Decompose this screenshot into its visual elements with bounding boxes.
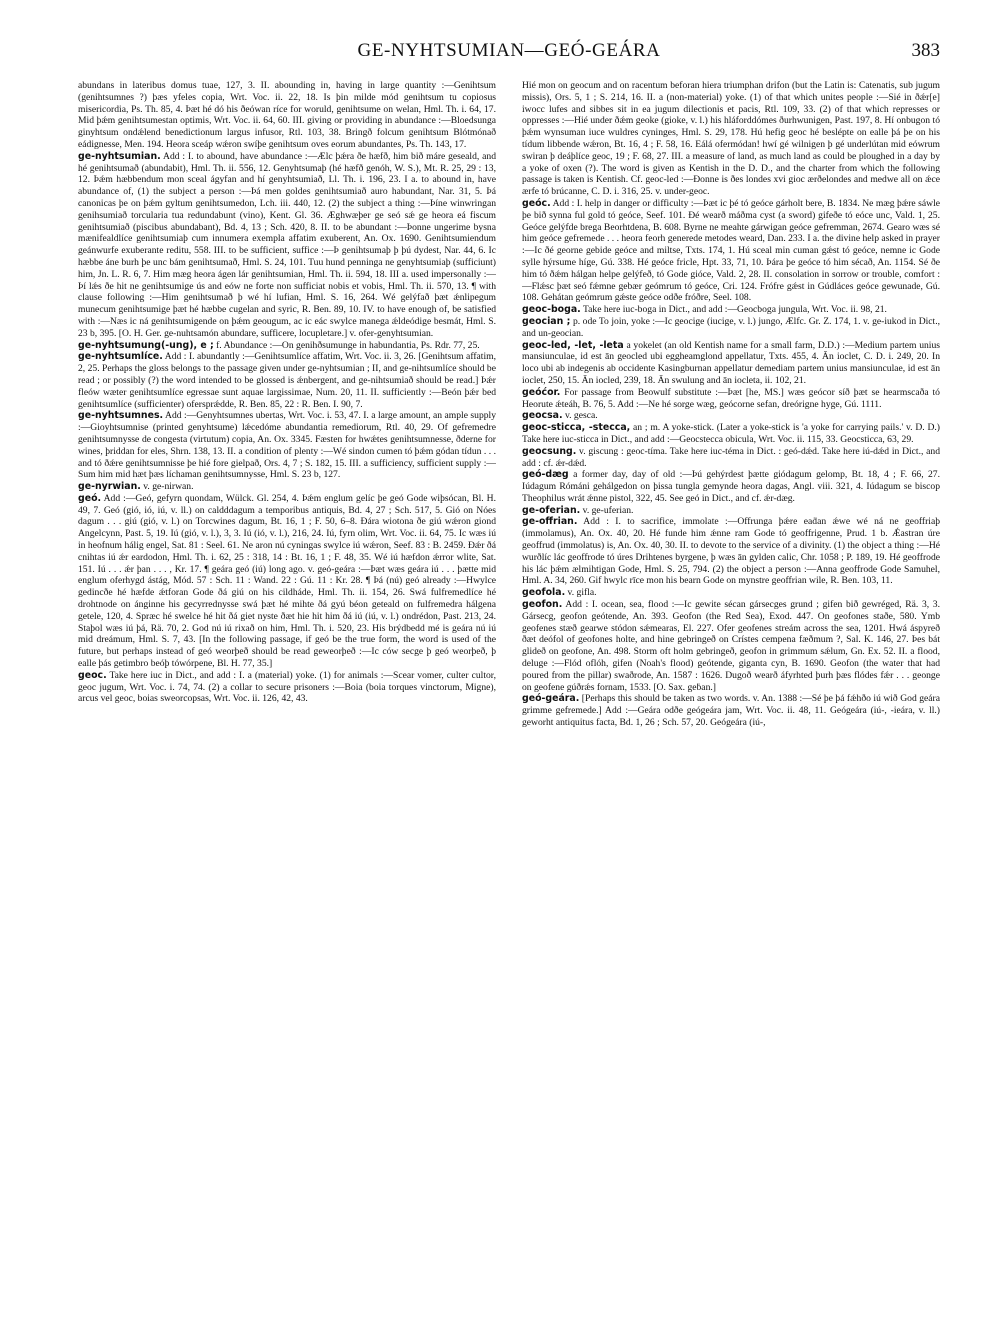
entry-headword: geó. [78,492,102,504]
entry-headword: geofon. [522,599,563,611]
entry-headword: geoc. [78,669,107,681]
dictionary-entry [78,493,496,670]
dictionary-entry [78,151,496,340]
dictionary-entry [522,599,940,693]
entry-text: Add : I. ocean, sea, flood :—Ic gewite sécan gársecges grund ; gifen bið gewréged, Rä. 3, 3. Gársecg, geofon geótende, An. 393. Geofon (the Red Sea), Exod. 447. On geofones staðe, 580. Ymb geofenes stæð gearwe stódon sǽmearas, El. 227. Ofer geofenes streám across the sea, 1201. Hwá áspyreð ðæt deófol of geofones holte, and hine gebringeð on Crístes cempena fæðmum ?, Sal. K. 146, 27. Þes bát glideð on geofone, An. 498. Storm oft holm gebringeð, geofon in grimmum sǽlum, Gn. Ex. 52. II. a flood, deluge :—Flód oflóh, gifen (Noah's flood) geótende, giganta cyn, B. 1690. Geofon (the water that had poured from the pillar) swaðrode, An. 1587 : 1626. Dugoð wearð áfyrhted þurh þæs flódes fǽr . . . geonge on geofene gúðrǽs fornam, 1533. [O. Sax. geḃan.] [522,599,940,693]
entry-text: Take here iuc in Dict., and add : I. a (material) yoke. (1) for animals :—Scear vomer, culter cultor, geoc jugum, Wrt. Voc. i. 74, 74. (2) a collar to secure prisoners :—Boia (boia torques vinctorum, Migne), arcus vel geoc, boias sweorcopsas, Wrt. Voc. ii. 126, 42, 43. [78,669,496,705]
entry-text: p. ode To join, yoke :—Ic geocige (iucige, v. l.) jungo, Ælfc. Gr. Z. 174, 1. v. ge-iukod in Dict., and un-geocian. [522,315,940,339]
entry-headword: geóćor. [522,386,561,398]
entry-text: v. ge-uferian. [582,504,634,516]
entry-headword: ge-nyrwian. [78,481,141,493]
dictionary-entry [522,198,940,304]
entry-text: v. giscung : geoc-tíma. Take here iuc-téma in Dict. : geó-dǽd. Take here iú-dǽd in Dict., and add : cf. ǽr-dǽd. [522,445,940,469]
entry-headword: geó-geára. [522,693,580,705]
entry-headword: geoc-boga. [522,304,581,316]
dictionary-entry [522,446,940,470]
entry-text: [Perhaps this should be taken as two words. v. An. 1388 :—Sé þe þá fǽhðo iú wið God geára grimme gefremede.] Add :—Geára odðe geógeára jam, Wrt. Voc. ii. 48, 11. Geógeára (iú-, -ieára, v. ll.) geworht antiquitus facta, Bd. 1, 26 ; Sch. 57, 20. Geógeára (iú-, [522,693,940,729]
dictionary-entry [522,387,940,411]
entry-text: abundans in lateribus domus tuae, 127, 3. II. abounding in, having in large quantity :—Genihtsum (genihtsumnes ?) þæs yfeles copia, Wrt. Voc. ii. 22, 18. Is þin milde mód genihtsum tu copiosus misericordia, Ps. Th. 85, 4. Þæt hé dó his ðeówan ríce for woruld, genihtsume on welan, Hml. Th. i. 64, 17. Mid þǽm genihtsumestan optimis, Wrt. Voc. ii. 64, 60. III. giving or providing in abundance :—Bloedsunga ginyhtsum ondǽlend benedictionum largus infusor, Rtl. 103, 38. Bringð folcum genihtsum Blótmónað eádignesse, Men. 194. Heora sceáp wǽron swíþe genihtsum oves eorum abundantes, Ps. Th. 143, 17. [78,80,496,150]
dictionary-entry [78,410,496,481]
entry-headword: geó-dæg [522,469,569,481]
entry-text: Add :—Geó, gefyrn quondam, Wülck. Gl. 254, 4. Þǽm englum gelíc þe geó Gode wiþsócan, Bl. H. 49, 7. Geó (gió, ió, iú, v. ll.) on caldddagum a temporibus antiquis, Bd. 4, 27 ; Sch. 517, 5. Gió on Nóes dagum . . . giú (gió, v. l.) on Torcwines dagum, Bt. 16, 1 ; F. 50, 6–8. Ðára wiotona ðe giú wǽron giond Angelcynn, Past. 5, 19. Iú (gió, v. l.), 3, 3. Iú (ió, v. l.), 216, 24. Iú, fyrn olim, Wrt. Voc. ii. 64, 75. Ic wæs iú in heofnum hálig engel, Sat. 81 : Seel. 61. Ne aron nú cyningas swylce iú wǽron, Seef. 83 : B. 2459. Ðǽr ðá cnihtas iú ǽr eardodon, Hml. Th. i. 62, 25 : 318, 14 : Bt. 16, 1 ; F. 48, 35. Wé iú hæfdon ǽrror wlite, Sat. 151. Iú . . . ǽr þan . . . , Kr. 17. ¶ geára geó (iú) long ago. v. geó-geára :—Þæt wæs geára iú . . . þætte mid englum oferhygd ástág, Mód. 57 : Sch. 11 : Wand. 22 : Gú. 11 : Kr. 28. ¶ Þá (nú) geó already :—Hwylce gedincðe hé hæfde ǽtforan Gode ðá giú on his cildháde, Hml. Th. ii. 154, 26. Swá fulfremedlíce hé drohtnode on ánginne his gecyrrednysse swá þæt hé mihte ðá gyú béon geteald on fulfremedra hálgena getele, 120, 4. Spræc hé swelce hé hit ðá giet nyste ðæt hie hit him ðá iú (iú, v. l.) ondrédon, Past. 213, 24. Staþol wæs iú þá, Rä. 70, 2. God nú iú rixað on him, Hml. Th. i. 520, 23. His brýdbedd mé is geára nú iú mid dreámum, Hml. S. 7, 43. [In the following passage, if geó be the true form, the word is used of the future, but perhaps instead of geó weorþeð should be read geweorþeð :—Ic ców secge þ geó weorþeð, þ ealle þás getimbro beóþ tówórpene, Bl. H. 77, 35.] [78,492,496,670]
entry-headword: ge-nyhtsumlíce. [78,351,163,363]
dictionary-entry [78,481,496,493]
entry-headword: ge-nyhtsumian. [78,150,161,162]
running-head: GE-NYHTSUMIAN—GEÓ-GEÁRA [357,40,661,61]
entry-headword: geocian ; [522,315,571,327]
dictionary-entry [522,516,940,587]
page-number: 383 [911,40,940,61]
right-column [522,80,940,1302]
entry-headword: geoc-sticca, -stecca, [522,422,631,434]
entry-headword: geoc-led, -let, -leta [522,339,624,351]
entry-text: v. gifla. [567,587,597,599]
dictionary-entry [522,316,940,340]
dictionary-entry [78,670,496,705]
entry-headword: geocsa. [522,410,563,422]
dictionary-entry [78,351,496,410]
entry-text: Add : I. help in danger or difficulty :—Þæt ic þé tó geóce gárholt bere, B. 1834. Ne mæg þǽre sáwle þe bið synna ful gold tó geóce, Seef. 101. Ðé wearð máðma cyst (a sword) gifeðe tó eóce unc, Vald. 1, 25. Geóce gelýfde brega Beorhtdena, B. 608. Byrne ne meahte gárwigan geóce gefremman, 2674. Gearo wæs sé him geóce gefremede . . . heora feorh generede metodes weard, Dan. 233. I a. the divine help asked in prayer :—Ic ðé georne gebide geóce and miltse, Txts. 174, 1. Hú sceal min cuman gǽst tó geóce, nemne ic Gode sylle hýrsume híge, Gú. 338. Hé geóce fricle, Hpt. 33, 71, 10. Þára þe geóce tó him sécað, An. 1154. Sé ðe him tó ðǽm hálgan helpe gelýfeð, tó Gode gióce, Vald. 2, 28. II. consolation in sorrow or trouble, comfort :—Flǽsc þæt seó fǽmne gebær geómrum tó geóce, Cri. 124. Frófre gǽst in Gúdláces geóce gewunade, Gú. 108. Gehátan geómrum gǽste geóce odðe fróðre, Seel. 108. [522,197,940,304]
entry-text: a yokelet (an old Kentish name for a small farm, D.D.) :—Medium partem unius mansiunculae, id est ān geocled ubi eggheamglond appellatur, Txts. 455, 4. Ān ioclet, C. D. i. 249, 20. In loco ubi ab indegenis ab occidente Kasingburnan appellatur demediam partem unius mansiunculae, id est ān ioclet, 250, 15. Ān iocled, 239, 18. Ān swulung and ān iocleta, ii. 102, 21. [522,339,940,386]
entry-headword: ge-nyhtsumung(-ung), e ; [78,339,214,351]
dictionary-entry [522,80,940,198]
entry-headword: geocsung. [522,445,577,457]
entry-headword: ge-oferian. [522,504,581,516]
entry-text: Hié mon on geocum and on racentum beforan hiera triumphan drifon (but the Latin is: Catenatis, sub jugum missis), Ors. 5, 1 ; S. 214, 16. II. a (non-material) yoke. (1) of that which unites people :—Sié in ðǽr[e] iwocc lufes and sibbes sit in ea jugum dilectionis et pacis, Rtl. 109, 33. (2) of that which represses or oppresses :—Hié under ðǽm geoke (gioke, v. l.) his hláforddómes ðurhwunigen, Past. 197, 8. Hí onbugon tó þǽm wynsuman iuce wuldres cyninges, Hml. S. 29, 178. Hú hefig geoc hé beslépte on ealle þá þe on his tídum libbende wǽron, Bt. 16, 4 ; F. 58, 16. Eálá ofermódan! hwí gé wilnigen þ gé underlútan mid eówrum swiran þ deáþlíce geoc, 19 ; F. 68, 27. III. a measure of land, as much land as could be ploughed in a day by a yoke of oxen (?). The word is given as Kentish in the D. D., and the charter from which the following passage is taken is Kentish. Cf. geoc-led :—Ðonne is ðes londes xvi gioc ærðelondes and medwe all on ǽce ærfe tó brúcanne, C. D. i. 316, 25. v. under-geoc. [522,80,940,198]
dictionary-entry [78,340,496,352]
dictionary-entry [522,422,940,446]
entry-text: Add :—Genyhtsumnes ubertas, Wrt. Voc. i. 53, 47. I. a large amount, an ample supply :—Gioyhtsumnise (printed genyhtsume) lǽcedóme abundantia remediorum, Rtl. 40, 29. Of gefremedre genihtsumnysse de congesta (virtutum) copia, An. Ox. 3345. Fæsten for hwǽtes genihtsumnesse, ðderne for wines, þriddan for eles, Shrn. 138, 13. II. a condition of plenty :—Wé sindon cumen tó þǽm gódan tídun . . . and tó ðǽre genihtsumnisse þe hié fore gielpað, Ors. 4, 7 ; S. 182, 15. III. a sufficiency, sufficient supply :—Sum him mid hæt þæs líchaman genihtsumnysse, Hml. S. 23 b, 127. [78,410,496,481]
entry-headword: geóc. [522,197,551,209]
entry-text: Add : I. to sacrifice, immolate :—Offrunga þǽre eaḋan ǽwe wé ná ne geoffriaþ (immolamus), An. Ox. 40, 20. Hé funde him ǽnne ram Gode tó geoffrigenne, Prud. 1 b. Ǽastran úre geoffrud (immolatus) is, An. Ox. 40, 30. II. to devote to the service of a divinity. (1) the object a thing :—Hé wurðlíc lác geoffrode tó úres Drihtenes byrgene, þ wæs ān gylden calic, Chr. 1058 ; P. 189, 19. Hé geoffrode his lác þǽm ælmihtigan Gode, Hml. S. 25, 794. (2) the object a person :—Anna geoffrode Gode Samuhel, Hml. A. 34, 260. Gif hwylc rīce mon his bearn Gode on mynstre geoffrian wile, R. Ben. 103, 11. [522,516,940,587]
dictionary-entry [522,587,940,599]
entry-text: an ; m. A yoke-stick. (Later a yoke-stick is 'a yoke for carrying pails.' v. D. D.) Take here iuc-sticca in Dict., and add :—Geocstecca obicula, Wrt. Voc. ii. 115, 33. Geocsticca, 63, 29. [522,422,940,445]
entry-text: a former day, day of old :—Þú gehýrdest þætte giódagum gelomp, Bt. 18, 4 ; F. 66, 27. Iúdagum Rómáni gehálgedon on þissa tungla gemynde heora dagas, Angl. viii. 321, 4. Iúdagum se biscop Theophilus wrát ǽnne pistol, 322, 45. See geó in Dict., and cf. ǽr-dæg. [522,469,940,504]
entry-headword: geofola. [522,587,566,599]
entry-text: For passage from Beowulf substitute :—Þæt [he, MS.] wæs geócor síð þæt se hearmscaða tó Heorute ǽteáh, B. 76, 5. Add :—Ne hé sorge wæg, geócorne sefan, dreórigne hyge, Gú. 1111. [522,386,940,410]
dictionary-entry [522,410,940,422]
entry-text: Add : I. to abound, have abundance :—Ælc þǽra ðe hæfð, him bið máre geseald, and hé genihtsumað (abundabit), Hml. Th. ii. 556, 12. Genyhtsumaþ (hé hæfð genóh, W. S.), Mt. R. 25, 29 : 13, 12. Þǽm hæbbendum mon sceal ágyfan and hí genyhtsumiað, Ll. Th. i. 196, 23. I a. to abound in, have abundance of, (1) the subject a person :—Þá men goldes genihtsumiað auro habundant, Nar. 31, 5. Þá canonicas þe on þǽm gyltum genihtsumedon, Lch. iii. 440, 12. (2) the subject a thing :—Þíne winwringan genihsumiað torcularia tua redundabunt (vino), Kent. Gl. 36. Æghwæþer ge seó sǽ ge heora eá fiscum genihtsumiað (piscibus abundabant), Bd. 4, 13 ; Sch. 420, 8. II. to be abundant :—Þonne ungerime bysna mænifealdlíce genihtsumiaþ cum innumera exempla affatim exuberent, An. Ox. 1690. Genihtsumiendum geánwurfe exuberante reditu, 558. III. to be sufficient, suffice :—Þ genihtsumaþ þ þú dydest, Nar. 44, 6. Ic hæbbe áne burh þe unc bám genihtsumað, Hml. S. 24, 101. Tuu hund penninga ne genyhtsumiaþ (sufficiunt) him, Jn. L. R. 6, 7. Him mæg heora ágen lár genihtsumian, Hml. Th. ii. 594, 18. III a. used impersonally :—Þí lǽs ðe hit ne genihtsumige ús and eów ne forte non sufficiat nobis et vobis, Hml. Th. ii. 570, 13. ¶ with clause following :—Him genihtsumað þ wé hí lufian, Hml. S. 16, 264. Wé gelýfað þæt ǽnlipegum munecum genihtsumige þæt hé hæbbe cugelan and syric, R. Ben. 89, 10. IV. to have enough of, be satisfied with :—Næs ic ná genihtsumigende on þǽm geougum, ac ic eác swylce manega ǽldeódige besmát, Hml. S. 23 b, 395. [O. H. Ger. ge-nuhtsamón abundare, sufficere, locupletare.] v. ofer-genyhtsumian. [78,150,496,339]
dictionary-entry [522,304,940,316]
entry-headword: ge-offrian. [522,516,578,528]
dictionary-entry [522,693,940,728]
entry-text: v. ge-nirwan. [143,481,194,493]
entry-text: f. Abundance :—On genihðsumunge in habundantia, Ps. Rdr. 77, 25. [216,339,480,351]
text-columns [78,80,940,1302]
left-column [78,80,496,1302]
entry-text: Take here iuc-boga in Dict., and add :—Geocboga jungula, Wrt. Voc. ii. 98, 21. [582,304,887,316]
dictionary-entry [522,505,940,517]
dictionary-entry [78,80,496,151]
dictionary-entry [522,469,940,504]
entry-text: v. gesca. [564,410,598,422]
page-header [78,40,940,70]
entry-headword: ge-nyhtsumnes. [78,410,164,422]
dictionary-entry [522,340,940,387]
entry-text: Add : I. abundantly :—Genihtsumlíce affatim, Wrt. Voc. ii. 3, 26. [Genihtsum affatim, 2, 25. Perhaps the gloss belongs to the passage given under ge-nyhtsumian ; II, and ge-nihtsumlíce should be read ; or possibly (?) the word intended to be glossed is ǽnbergent, and ge-nihtsumiað should be read.] Þǽr fleów wæter genihtsumlíce egressae sunt aquae largissimae, Num. 20, 11. II. sufficiently :—Beón þǽr bed genihtsumlíce (sufficienter) ofersprǽdde, R. Ben. 85, 22 : R. Ben. I. 90, 7. [78,351,496,410]
